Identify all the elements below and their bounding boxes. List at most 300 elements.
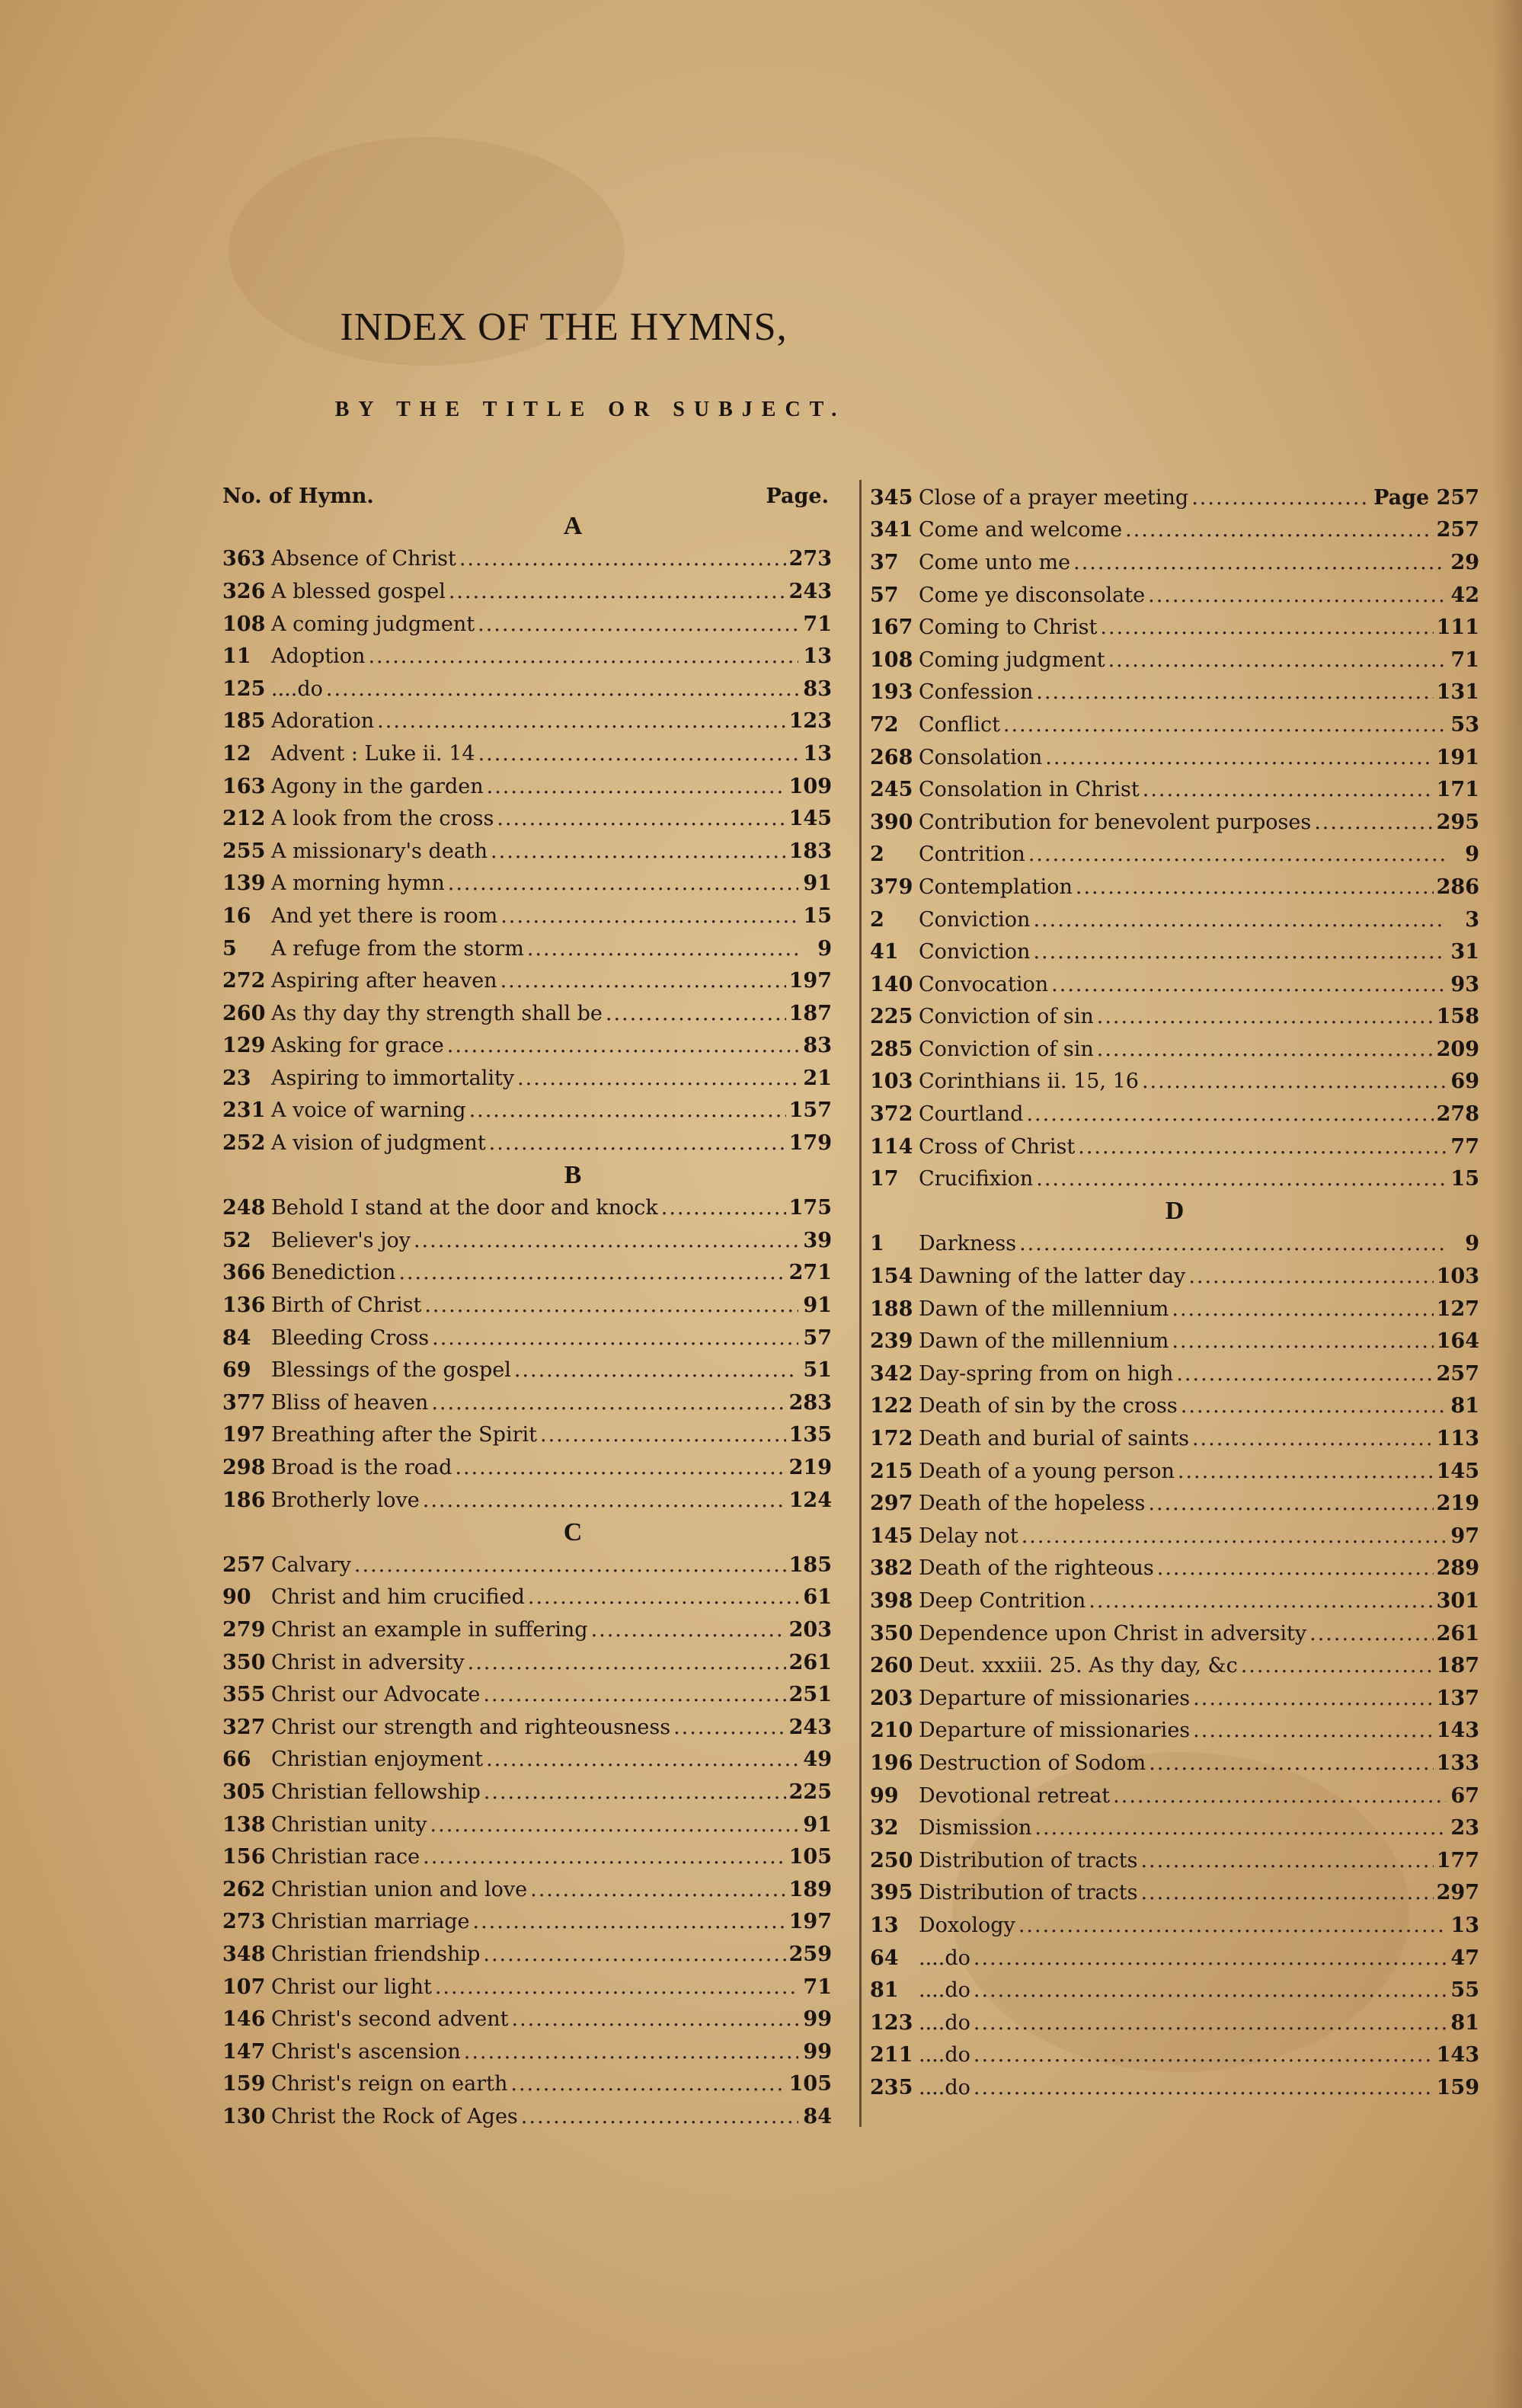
page-number: 9 xyxy=(817,936,832,961)
hymn-number: 17 xyxy=(870,1167,899,1191)
index-entry xyxy=(870,1649,1479,1682)
hymn-title: Christ an example in suffering xyxy=(271,1617,588,1642)
leader-dots xyxy=(1181,1394,1446,1418)
leader-dots xyxy=(530,1878,786,1901)
hymn-number: 130 xyxy=(222,2104,266,2128)
leader-dots xyxy=(1034,1816,1446,1840)
hymn-number: 32 xyxy=(870,1816,899,1840)
index-entry xyxy=(222,802,832,835)
hymn-title: Calvary xyxy=(271,1553,351,1577)
hymn-number: 154 xyxy=(870,1265,913,1289)
index-entry xyxy=(222,1451,832,1484)
page-number: 197 xyxy=(788,1910,832,1934)
hymn-number: 268 xyxy=(870,745,913,769)
column-header xyxy=(222,481,832,510)
index-entry xyxy=(870,1942,1479,1975)
index-entry xyxy=(870,1228,1479,1261)
index-entry xyxy=(870,2007,1479,2039)
hymn-title: A voice of warning xyxy=(271,1098,466,1123)
leader-dots xyxy=(974,1978,1446,2002)
index-entry xyxy=(222,1808,832,1841)
leader-dots xyxy=(1142,1070,1446,1093)
hymn-number: 248 xyxy=(222,1196,266,1220)
hymn-number: 239 xyxy=(870,1329,913,1354)
leader-dots xyxy=(491,839,786,863)
index-entry xyxy=(222,2068,832,2101)
page-number: 257 xyxy=(1436,1361,1479,1386)
hymn-title: Darkness xyxy=(919,1232,1017,1256)
leader-dots xyxy=(483,1943,785,1966)
index-entry xyxy=(222,1419,832,1452)
leader-dots xyxy=(486,1748,798,1771)
hymn-title: Consolation xyxy=(919,745,1043,769)
hymn-title: ....do xyxy=(919,1946,970,1970)
hymn-title: Delay not xyxy=(919,1524,1018,1548)
page-number: 175 xyxy=(788,1196,832,1220)
page-number: 93 xyxy=(1450,972,1479,996)
hymn-title: A blessed gospel xyxy=(271,579,446,603)
leader-dots xyxy=(448,871,798,895)
hymn-title: Conviction xyxy=(919,907,1031,932)
leader-dots xyxy=(1149,1751,1433,1775)
page-number: 77 xyxy=(1450,1134,1479,1159)
hymn-number: 363 xyxy=(222,547,266,571)
hymn-number: 145 xyxy=(870,1524,913,1548)
leader-dots xyxy=(1172,1297,1433,1321)
hymn-number: 211 xyxy=(870,2043,913,2067)
hymn-title: Christ in adversity xyxy=(271,1650,465,1674)
hymn-title: A missionary's death xyxy=(271,839,488,863)
hymn-title: A refuge from the storm xyxy=(271,936,524,961)
page-number: 9 xyxy=(1465,843,1479,867)
hymn-title: Conviction of sin xyxy=(919,1037,1094,1061)
hymn-number: 350 xyxy=(870,1621,913,1645)
leader-dots xyxy=(1018,1914,1446,1937)
hymn-number: 163 xyxy=(222,774,266,798)
hymn-number: 12 xyxy=(222,741,251,766)
index-entry xyxy=(222,575,832,608)
leader-dots xyxy=(1172,1329,1433,1353)
hymn-number: 16 xyxy=(222,903,251,928)
leader-dots xyxy=(521,2105,798,2128)
hymn-title: A coming judgment xyxy=(271,612,475,636)
hymn-title: Christian race xyxy=(271,1845,420,1869)
page-number: 127 xyxy=(1436,1297,1479,1321)
index-entry xyxy=(222,997,832,1030)
index-entry xyxy=(222,1840,832,1873)
index-entry xyxy=(870,741,1479,774)
index-entry xyxy=(870,1422,1479,1455)
header-hymn-number: No. of Hymn. xyxy=(222,484,374,508)
hymn-title: Dismission xyxy=(919,1816,1032,1840)
hymn-number: 5 xyxy=(222,936,237,961)
hymn-number: 272 xyxy=(222,969,266,993)
index-entry xyxy=(870,1033,1479,1066)
hymn-number: 2 xyxy=(870,843,884,867)
page-number: 131 xyxy=(1436,680,1479,705)
page-number: 219 xyxy=(1436,1492,1479,1516)
page-number: 197 xyxy=(788,969,832,993)
hymn-title: Christian unity xyxy=(271,1812,427,1837)
hymn-number: 11 xyxy=(222,644,251,669)
hymn-title: Brotherly love xyxy=(271,1488,420,1512)
hymn-title: Aspiring to immortality xyxy=(271,1066,515,1090)
index-entry xyxy=(870,1260,1479,1293)
leader-dots xyxy=(423,1489,786,1512)
leader-dots xyxy=(430,1813,798,1837)
index-entry xyxy=(222,964,832,997)
index-entry xyxy=(222,1386,832,1419)
hymn-title: Death of the hopeless xyxy=(919,1492,1146,1516)
index-entry xyxy=(222,868,832,900)
index-entry xyxy=(222,770,832,803)
index-entry xyxy=(870,839,1479,871)
index-entry xyxy=(870,1455,1479,1488)
index-entry xyxy=(222,1971,832,2003)
index-entry xyxy=(222,1613,832,1646)
leader-dots xyxy=(1097,1005,1434,1028)
page-number: 99 xyxy=(803,2007,832,2032)
hymn-number: 114 xyxy=(870,1134,913,1159)
hymn-title: Breathing after the Spirit xyxy=(271,1423,537,1447)
index-entry xyxy=(870,1357,1479,1390)
leader-dots xyxy=(1019,1232,1446,1255)
hymn-number: 348 xyxy=(222,1942,266,1966)
page-number: 225 xyxy=(788,1780,832,1804)
page-number: 286 xyxy=(1436,875,1479,899)
page-number: 84 xyxy=(803,2104,832,2128)
hymn-number: 193 xyxy=(870,680,913,705)
page-number: 145 xyxy=(788,807,832,831)
hymn-title: Crucifixion xyxy=(919,1167,1034,1191)
leader-dots xyxy=(591,1618,786,1642)
hymn-number: 1 xyxy=(870,1232,884,1256)
hymn-title: Christ the Rock of Ages xyxy=(271,2104,518,2128)
page-number: 183 xyxy=(788,839,832,863)
leader-dots xyxy=(489,1131,786,1155)
hymn-title: Agony in the garden xyxy=(271,774,484,798)
hymn-number: 140 xyxy=(870,972,913,996)
hymn-title: Come ye disconsolate xyxy=(919,583,1146,607)
index-entry xyxy=(870,1066,1479,1098)
index-entry xyxy=(222,932,832,965)
leader-dots xyxy=(514,1358,798,1382)
page-number: 283 xyxy=(788,1390,832,1415)
page-number: 219 xyxy=(788,1456,832,1480)
page-number: 105 xyxy=(788,1845,832,1869)
index-entry xyxy=(870,1812,1479,1844)
hymn-number: 107 xyxy=(222,1975,266,1999)
index-entry xyxy=(222,2100,832,2133)
index-entry xyxy=(870,1974,1479,2007)
hymn-number: 57 xyxy=(870,583,899,607)
index-entry xyxy=(870,806,1479,839)
index-entry xyxy=(222,1224,832,1257)
index-entry xyxy=(870,579,1479,612)
leader-dots xyxy=(1193,1719,1433,1742)
leader-dots xyxy=(1125,518,1434,542)
hymn-number: 186 xyxy=(222,1488,266,1512)
leader-dots xyxy=(974,2076,1434,2099)
index-entry xyxy=(870,1487,1479,1520)
index-entry xyxy=(870,1553,1479,1585)
hymn-number: 81 xyxy=(870,1978,899,2003)
leader-dots xyxy=(424,1294,798,1317)
page-number: 243 xyxy=(788,1715,832,1739)
hymn-title: Deep Contrition xyxy=(919,1588,1086,1613)
leader-dots xyxy=(673,1716,786,1739)
index-entry xyxy=(870,2039,1479,2072)
index-entry xyxy=(870,514,1479,547)
leader-dots xyxy=(1157,1556,1434,1580)
page-number: 103 xyxy=(1436,1265,1479,1289)
hymn-number: 13 xyxy=(870,1913,899,1937)
page-number: 191 xyxy=(1436,745,1479,769)
hymn-number: 342 xyxy=(870,1361,913,1386)
page-number: 209 xyxy=(1436,1037,1479,1061)
page-number: 83 xyxy=(803,676,832,701)
page-number: 123 xyxy=(788,709,832,734)
hymn-number: 366 xyxy=(222,1261,266,1285)
index-entry xyxy=(870,481,1479,514)
hymn-title: Consolation in Christ xyxy=(919,778,1140,802)
page-number: 91 xyxy=(803,1812,832,1837)
page-number: 251 xyxy=(788,1683,832,1707)
hymn-number: 72 xyxy=(870,712,899,737)
hymn-title: Christ's second advent xyxy=(271,2007,509,2032)
index-entry xyxy=(222,1289,832,1322)
hymn-number: 398 xyxy=(870,1588,913,1613)
hymn-number: 52 xyxy=(222,1228,251,1252)
hymn-number: 167 xyxy=(870,616,913,640)
hymn-number: 212 xyxy=(222,807,266,831)
leader-dots xyxy=(1309,1622,1434,1645)
page-number: 143 xyxy=(1436,2043,1479,2067)
page-number: 91 xyxy=(803,871,832,896)
hymn-number: 123 xyxy=(870,2010,913,2035)
hymn-title: As thy day thy strength shall be xyxy=(271,1001,603,1025)
page-number: 164 xyxy=(1436,1329,1479,1354)
page-number: 243 xyxy=(788,579,832,603)
leader-dots xyxy=(1033,908,1446,932)
page-number: 187 xyxy=(1436,1654,1479,1678)
leader-dots xyxy=(414,1229,798,1252)
hymn-number: 129 xyxy=(222,1034,266,1058)
hymn-number: 41 xyxy=(870,940,899,964)
hymn-title: Corinthians ii. 15, 16 xyxy=(919,1070,1139,1094)
page-number: 271 xyxy=(788,1261,832,1285)
leader-dots xyxy=(1188,1265,1433,1288)
leader-dots xyxy=(1076,875,1434,899)
hymn-title: Christian fellowship xyxy=(271,1780,481,1804)
page-number: 55 xyxy=(1450,1978,1479,2003)
hymn-number: 103 xyxy=(870,1070,913,1094)
index-entry xyxy=(870,773,1479,806)
leader-dots xyxy=(483,1683,785,1706)
page-edge-shadow xyxy=(1492,0,1522,2408)
leader-dots xyxy=(1191,486,1370,510)
column-divider xyxy=(859,480,862,2127)
index-entry xyxy=(222,1873,832,1906)
hymn-number: 305 xyxy=(222,1780,266,1804)
leader-dots xyxy=(1193,1687,1433,1710)
hymn-title: Devotional retreat xyxy=(919,1783,1111,1808)
leader-dots xyxy=(1036,680,1433,704)
hymn-title: Contrition xyxy=(919,843,1025,867)
page-number: 297 xyxy=(1436,1881,1479,1905)
leader-dots xyxy=(1100,616,1433,639)
leader-dots xyxy=(1073,551,1446,574)
hymn-number: 326 xyxy=(222,579,266,603)
hymn-number: 377 xyxy=(222,1390,266,1415)
hymn-number: 64 xyxy=(870,1946,899,1970)
hymn-number: 138 xyxy=(222,1812,266,1837)
hymn-number: 146 xyxy=(222,2007,266,2032)
index-entry xyxy=(222,1062,832,1095)
leader-dots xyxy=(1140,1881,1433,1904)
index-entry xyxy=(222,1191,832,1224)
hymn-title: Broad is the road xyxy=(271,1456,452,1480)
page-number: 137 xyxy=(1436,1686,1479,1710)
page-number: 295 xyxy=(1436,810,1479,834)
hymn-title: And yet there is room xyxy=(271,903,498,928)
index-entry xyxy=(870,1130,1479,1163)
hymn-number: 125 xyxy=(222,676,266,701)
index-entry xyxy=(870,968,1479,1001)
page-number: 81 xyxy=(1450,1394,1479,1418)
hymn-title: Confession xyxy=(919,680,1034,705)
index-entry xyxy=(222,835,832,868)
page-number: 57 xyxy=(803,1326,832,1350)
hymn-number: 257 xyxy=(222,1553,266,1577)
leader-dots xyxy=(447,1034,798,1057)
leader-dots xyxy=(459,547,786,571)
leader-dots xyxy=(1143,778,1434,801)
hymn-number: 139 xyxy=(222,871,266,896)
leader-dots xyxy=(1192,1427,1434,1450)
index-entry xyxy=(222,1938,832,1971)
page-number: 159 xyxy=(1436,2075,1479,2099)
leader-dots xyxy=(468,1651,786,1674)
page-number: 61 xyxy=(803,1585,832,1610)
leader-dots xyxy=(1033,940,1446,964)
page-title: INDEX OF THE HYMNS, xyxy=(340,305,788,349)
index-entry xyxy=(870,1325,1479,1357)
hymn-number: 122 xyxy=(870,1394,913,1418)
index-entry xyxy=(870,1162,1479,1195)
index-entry xyxy=(222,1484,832,1517)
hymn-title: Benediction xyxy=(271,1261,396,1285)
page-number: 109 xyxy=(788,774,832,798)
index-entry xyxy=(870,1909,1479,1942)
index-entry xyxy=(222,1906,832,1939)
leader-dots xyxy=(455,1456,785,1479)
leader-dots xyxy=(1078,1135,1446,1159)
index-entry xyxy=(222,1678,832,1711)
leader-dots xyxy=(1026,1102,1433,1126)
hymn-number: 285 xyxy=(870,1037,913,1061)
hymn-title: Departure of missionaries xyxy=(919,1719,1191,1743)
hymn-number: 108 xyxy=(222,612,266,636)
hymn-title: Departure of missionaries xyxy=(919,1686,1191,1710)
hymn-number: 250 xyxy=(870,1848,913,1872)
hymn-number: 395 xyxy=(870,1881,913,1905)
hymn-title: Destruction of Sodom xyxy=(919,1751,1146,1775)
page-number: 29 xyxy=(1450,550,1479,574)
hymn-title: Christ's reign on earth xyxy=(271,2072,508,2096)
hymn-title: Christ and him crucified xyxy=(271,1585,525,1610)
index-entry xyxy=(222,1030,832,1063)
index-entry xyxy=(222,673,832,705)
leader-dots xyxy=(469,1098,786,1122)
leader-dots xyxy=(528,1585,798,1609)
hymn-number: 90 xyxy=(222,1585,251,1610)
index-entry xyxy=(222,2003,832,2035)
index-entry xyxy=(870,1682,1479,1715)
page-number: 23 xyxy=(1450,1816,1479,1840)
hymn-title: Death and burial of saints xyxy=(919,1427,1189,1451)
hymn-title: Absence of Christ xyxy=(271,547,456,571)
leader-dots xyxy=(511,2007,798,2031)
leader-dots xyxy=(432,1326,798,1350)
leader-dots xyxy=(1089,1589,1433,1613)
leader-dots xyxy=(540,1423,786,1447)
hymn-number: 156 xyxy=(222,1845,266,1869)
hymn-number: 235 xyxy=(870,2075,913,2099)
hymn-number: 84 xyxy=(222,1326,251,1350)
hymn-number: 66 xyxy=(222,1748,251,1772)
index-entry xyxy=(222,1646,832,1679)
page-number: 39 xyxy=(803,1228,832,1252)
page-number: 135 xyxy=(788,1423,832,1447)
page-number: 111 xyxy=(1436,616,1479,640)
hymn-title: Contribution for benevolent purposes xyxy=(919,810,1312,834)
hymn-number: 188 xyxy=(870,1297,913,1321)
hymn-number: 262 xyxy=(222,1877,266,1901)
hymn-number: 210 xyxy=(870,1719,913,1743)
page-number: 203 xyxy=(788,1617,832,1642)
page-number: 21 xyxy=(803,1066,832,1090)
hymn-number: 379 xyxy=(870,875,913,899)
hymn-title: Aspiring after heaven xyxy=(271,969,497,993)
hymn-number: 231 xyxy=(222,1098,266,1123)
page-number: 13 xyxy=(803,644,832,669)
hymn-title: Doxology xyxy=(919,1913,1015,1937)
page-number: 47 xyxy=(1450,1946,1479,1970)
hymn-number: 355 xyxy=(222,1683,266,1707)
leader-dots xyxy=(1241,1654,1434,1677)
hymn-number: 260 xyxy=(870,1654,913,1678)
leader-dots xyxy=(1140,1849,1433,1872)
hymn-number: 327 xyxy=(222,1715,266,1739)
index-entry xyxy=(870,676,1479,709)
hymn-title: ....do xyxy=(919,2075,970,2099)
leader-dots xyxy=(1176,1362,1433,1386)
section-letter: C xyxy=(563,1517,583,1546)
index-entry xyxy=(222,1581,832,1614)
hymn-number: 196 xyxy=(870,1751,913,1775)
hymn-number: 298 xyxy=(222,1456,266,1480)
index-entry xyxy=(222,737,832,770)
leader-dots xyxy=(974,1946,1446,1970)
hymn-number: 260 xyxy=(222,1001,266,1025)
page-number: 15 xyxy=(1450,1167,1479,1191)
hymn-title: Dawn of the millennium xyxy=(919,1329,1169,1354)
page-number: 49 xyxy=(803,1748,832,1772)
page-number: 81 xyxy=(1450,2010,1479,2035)
leader-dots xyxy=(484,1780,786,1804)
hymn-title: Bleeding Cross xyxy=(271,1326,430,1350)
